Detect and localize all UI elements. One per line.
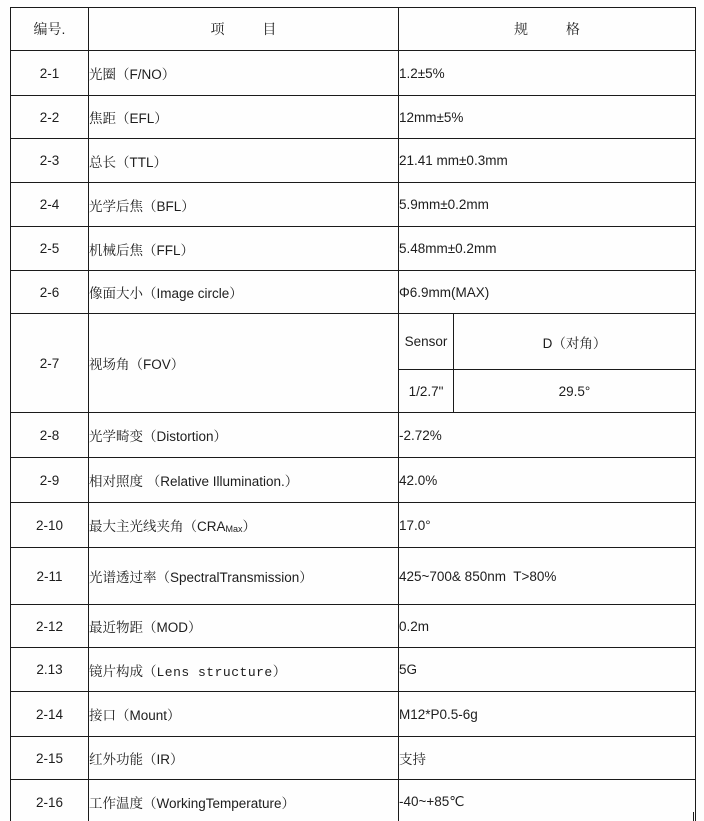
fov-value-cell: 1/2.7" xyxy=(399,370,454,413)
item-label-cell xyxy=(89,458,399,503)
table-row-fov-headers xyxy=(11,314,696,370)
header-row xyxy=(11,8,696,51)
table-row xyxy=(11,227,696,271)
row-number-cell: 2-12 xyxy=(11,605,89,648)
item-label-cell xyxy=(89,648,399,692)
item-label-cell xyxy=(89,413,399,458)
item-label-text: 像面大小（Image circle） xyxy=(89,286,243,301)
lens-spec-table xyxy=(10,7,696,821)
item-label-cell xyxy=(89,51,399,96)
spec-value-cell: -40~+85℃ xyxy=(399,780,696,821)
item-label-cell xyxy=(89,548,399,605)
spec-value-cell: 21.41 mm±0.3mm xyxy=(399,139,696,183)
spec-value-cell: Φ6.9mm(MAX) xyxy=(399,271,696,314)
table-row xyxy=(11,139,696,183)
row-number-cell: 2-15 xyxy=(11,737,89,780)
item-label-cell xyxy=(89,314,399,413)
item-label-cell xyxy=(89,96,399,139)
item-label-text: 光圈（F/NO） xyxy=(89,67,176,82)
item-label-cell xyxy=(89,183,399,227)
item-label-cell xyxy=(89,737,399,780)
row-number-cell: 2-8 xyxy=(11,413,89,458)
spec-value-cell: M12*P0.5-6g xyxy=(399,692,696,737)
table-row xyxy=(11,413,696,458)
spec-value-cell: 5G xyxy=(399,648,696,692)
item-label-text: ） xyxy=(242,519,257,534)
header-spec: 规 格 xyxy=(399,8,696,51)
row-number-cell: 2-2 xyxy=(11,96,89,139)
spec-value-cell: 12mm±5% xyxy=(399,96,696,139)
table-row xyxy=(11,458,696,503)
row-number-cell: 2-5 xyxy=(11,227,89,271)
item-label-text: 工作温度（WorkingTemperature） xyxy=(89,796,296,811)
item-label-cell xyxy=(89,692,399,737)
item-label-cell xyxy=(89,139,399,183)
spec-value-cell: 0.2m xyxy=(399,605,696,648)
table-row xyxy=(11,96,696,139)
row-number-cell: 2-9 xyxy=(11,458,89,503)
row-number-cell: 2-10 xyxy=(11,503,89,548)
item-label-text: 光学后焦（BFL） xyxy=(89,198,195,214)
row-number-cell: 2-11 xyxy=(11,548,89,605)
item-label-text: 总长（TTL） xyxy=(89,154,168,170)
item-label-text: 光谱透过率（SpectralTransmission） xyxy=(89,570,313,585)
row-number-cell: 2-1 xyxy=(11,51,89,96)
item-label-cell xyxy=(89,605,399,648)
header-number: 编号. xyxy=(11,8,89,51)
spec-value-cell: 支持 xyxy=(399,737,696,780)
table-row xyxy=(11,51,696,96)
table-row xyxy=(11,548,696,605)
header-item: 项 目 xyxy=(89,8,399,51)
table-row xyxy=(11,605,696,648)
item-label-text: ） xyxy=(272,663,287,679)
fov-header-cell: D（对角） xyxy=(454,314,696,370)
item-label-text: 焦距（EFL） xyxy=(89,111,168,126)
spec-value-cell: 42.0% xyxy=(399,458,696,503)
item-label-text: 接口（Mount） xyxy=(89,708,181,723)
item-label-cell xyxy=(89,271,399,314)
table-row xyxy=(11,692,696,737)
row-number-cell: 2-14 xyxy=(11,692,89,737)
partial-next-row xyxy=(10,812,694,821)
item-label-text: 视场角（FOV） xyxy=(89,357,185,372)
spec-value-cell: -2.72% xyxy=(399,413,696,458)
table-row xyxy=(11,183,696,227)
row-number-cell: 2-7 xyxy=(11,314,89,413)
spec-value-cell: 5.9mm±0.2mm xyxy=(399,183,696,227)
row-number-cell: 2.13 xyxy=(11,648,89,692)
spec-value-cell: 425~700& 850nm T>80% xyxy=(399,548,696,605)
item-label-text: 镜片构成（ xyxy=(89,663,157,679)
item-label-text: 红外功能（IR） xyxy=(89,752,184,767)
item-label-cell xyxy=(89,227,399,271)
spec-value-cell: 5.48mm±0.2mm xyxy=(399,227,696,271)
row-number-cell: 2-6 xyxy=(11,271,89,314)
table-row xyxy=(11,271,696,314)
item-label-text: 光学畸变（Distortion） xyxy=(89,429,228,444)
item-label-text: 最大主光线夹角（CRA xyxy=(89,519,226,534)
item-label-subscript: Max xyxy=(225,524,243,534)
item-label-cell xyxy=(89,503,399,548)
fov-header-cell: Sensor xyxy=(399,314,454,370)
row-number-cell: 2-4 xyxy=(11,183,89,227)
table-row xyxy=(11,648,696,692)
item-label-text: 相对照度 （Relative Illumination.） xyxy=(89,474,299,489)
item-label-text: 最近物距（MOD） xyxy=(89,620,202,635)
fov-value-cell: 29.5° xyxy=(454,370,696,413)
row-number-cell: 2-16 xyxy=(11,780,89,821)
table-row xyxy=(11,503,696,548)
spec-value-cell: 1.2±5% xyxy=(399,51,696,96)
table-row xyxy=(11,737,696,780)
item-label-text: 机械后焦（FFL） xyxy=(89,242,195,258)
row-number-cell: 2-3 xyxy=(11,139,89,183)
item-label-mono: Lens structure xyxy=(156,664,273,680)
spec-value-cell: 17.0° xyxy=(399,503,696,548)
